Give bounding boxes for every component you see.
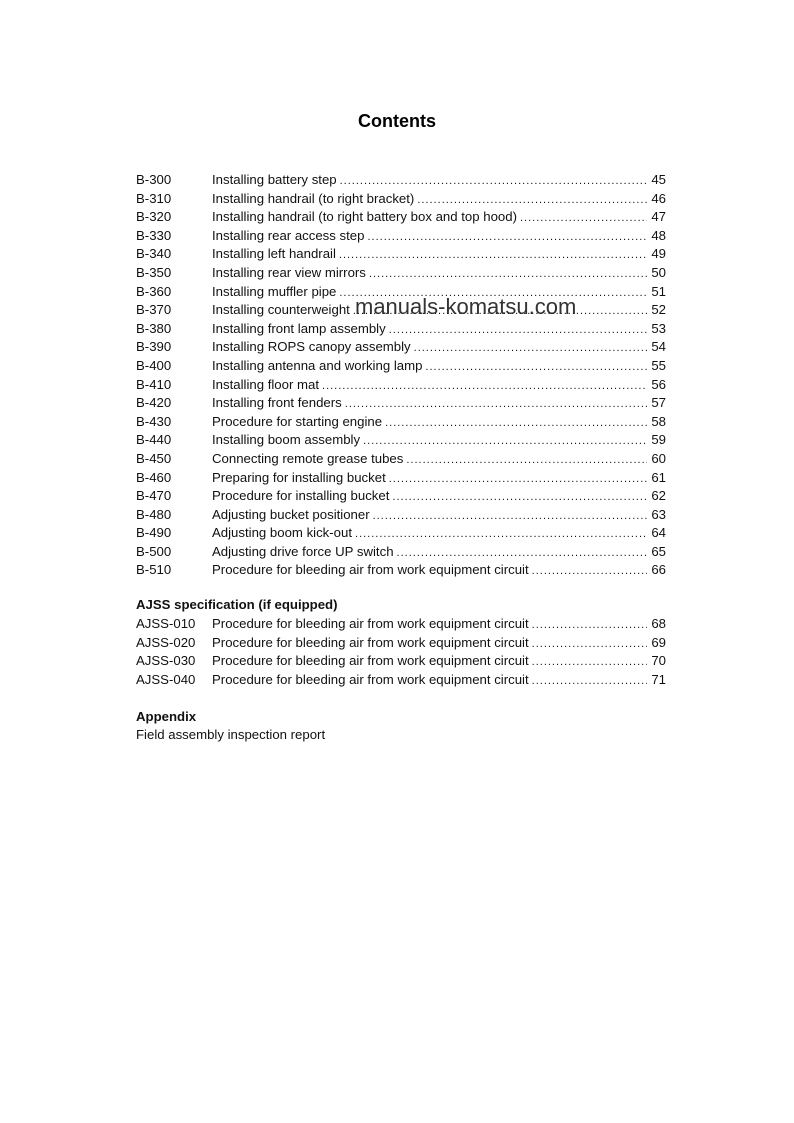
- dot-leader: [355, 525, 647, 544]
- dot-leader: [532, 672, 648, 691]
- toc-entry-code: AJSS-010: [136, 616, 196, 631]
- toc-entry-code: B-420: [136, 395, 172, 411]
- toc-entry-page: 54: [651, 339, 666, 355]
- dot-leader: [532, 635, 648, 654]
- toc-entry-body: [212, 357, 666, 377]
- toc-entry-page: 59: [651, 432, 666, 448]
- dot-leader: [392, 488, 647, 507]
- toc-entry-page: 58: [651, 413, 666, 429]
- toc-entry-code: B-430: [136, 413, 172, 429]
- toc-entry-body: [212, 376, 666, 396]
- toc-entry-code: AJSS-040: [136, 671, 196, 687]
- toc-entry-page: 63: [651, 506, 666, 522]
- toc-entry-body: [212, 506, 666, 526]
- dot-leader: [369, 265, 647, 284]
- toc-entry-code: AJSS-020: [136, 634, 196, 650]
- toc-entry[interactable]: [136, 561, 666, 580]
- toc-entry-page: 55: [651, 357, 666, 373]
- toc-entry-page: 48: [651, 227, 666, 243]
- toc-entry-body: [212, 245, 666, 265]
- toc-entry-body: [212, 413, 666, 433]
- toc-entry-title: Procedure for bleeding air from work equipment circuit: [212, 671, 529, 687]
- toc-entry-title: Procedure for bleeding air from work equipment circuit: [212, 562, 529, 578]
- toc-entry[interactable]: [136, 264, 666, 283]
- dot-leader: [397, 544, 648, 563]
- toc-entry-page: 60: [651, 450, 666, 466]
- toc-entry-page: 70: [651, 653, 666, 669]
- toc-entry-title: Installing battery step: [212, 172, 337, 187]
- dot-leader: [414, 339, 648, 358]
- toc-entry[interactable]: [136, 524, 666, 543]
- toc-entry[interactable]: [136, 543, 666, 562]
- toc-entry-code: B-360: [136, 283, 172, 299]
- toc-entry-page: 62: [651, 488, 666, 504]
- toc-entry-body: [212, 190, 666, 210]
- toc-entry-title: Installing ROPS canopy assembly: [212, 339, 411, 355]
- toc-entry-body: [212, 338, 666, 358]
- toc-entry-body: [212, 264, 666, 284]
- toc-entry[interactable]: [136, 227, 666, 246]
- toc-entry-body: [212, 227, 666, 247]
- toc-entry-title: Adjusting boom kick-out: [212, 525, 353, 541]
- toc-entry-body: [212, 561, 666, 581]
- toc-entry[interactable]: [136, 413, 666, 432]
- toc-entry-title: Installing front fenders: [212, 395, 342, 411]
- toc-entry-code: B-510: [136, 562, 172, 578]
- appendix-item[interactable]: Field assembly inspection report: [136, 727, 326, 742]
- watermark-text: manuals-komatsu.com: [355, 294, 577, 319]
- toc-entry-page: 45: [651, 172, 666, 187]
- toc-entry-code: B-390: [136, 339, 172, 355]
- toc-entry-code: AJSS-030: [136, 653, 196, 669]
- dot-leader: [417, 191, 647, 210]
- toc-entry-code: B-320: [136, 209, 172, 225]
- toc-entry-code: B-470: [136, 488, 172, 504]
- toc-entry-body: [212, 524, 666, 544]
- dot-leader: [367, 228, 647, 247]
- toc-entry-title: Connecting remote grease tubes: [212, 450, 404, 466]
- toc-entry-page: 46: [651, 190, 666, 206]
- dot-leader: [373, 507, 648, 526]
- dot-leader: [363, 432, 647, 451]
- toc-entry[interactable]: [136, 208, 666, 227]
- toc-entry-page: 50: [651, 264, 666, 280]
- toc-entry-page: 56: [651, 376, 666, 392]
- dot-leader: [532, 653, 648, 672]
- toc-entry[interactable]: [136, 506, 666, 525]
- toc-entry-body: [212, 543, 666, 563]
- toc-entry-title: Procedure for starting engine: [212, 413, 383, 429]
- toc-entry[interactable]: [136, 320, 666, 339]
- toc-entry[interactable]: [136, 450, 666, 469]
- toc-entry-code: B-440: [136, 432, 172, 448]
- toc-entry-code: B-450: [136, 450, 172, 466]
- toc-entry-title: Preparing for installing bucket: [212, 469, 386, 485]
- dot-leader: [520, 209, 647, 228]
- toc-entry[interactable]: [136, 171, 666, 190]
- toc-entry-body: [212, 431, 666, 451]
- toc-entry-page: 69: [651, 634, 666, 650]
- toc-entry-code: B-310: [136, 190, 172, 206]
- toc-entry[interactable]: [136, 487, 666, 506]
- toc-entry-title: Installing rear access step: [212, 227, 365, 243]
- toc-entry[interactable]: [136, 245, 666, 264]
- toc-entry-title: Procedure for bleeding air from work equipment circuit: [212, 653, 529, 669]
- dot-leader: [389, 470, 648, 489]
- toc-list: [136, 171, 666, 580]
- toc-entry-body: [212, 171, 666, 191]
- toc-entry[interactable]: [136, 652, 666, 671]
- dot-leader: [532, 616, 648, 635]
- toc-entry-code: B-300: [136, 172, 172, 187]
- toc-entry-code: B-490: [136, 525, 172, 541]
- ajss-list: [136, 615, 666, 689]
- toc-entry-page: 57: [651, 395, 666, 411]
- toc-entry-page: 47: [651, 209, 666, 225]
- toc-entry-title: Procedure for bleeding air from work equipment circuit: [212, 616, 529, 631]
- dot-leader: [339, 246, 647, 265]
- toc-entry-code: B-400: [136, 357, 172, 373]
- toc-entry-title: Adjusting bucket positioner: [212, 506, 370, 522]
- toc-entry-body: [212, 634, 666, 654]
- toc-entry-page: 71: [651, 671, 666, 687]
- toc-entry-code: B-350: [136, 264, 172, 280]
- toc-entry-code: B-380: [136, 320, 172, 336]
- toc-entry[interactable]: [136, 671, 666, 690]
- dot-leader: [406, 451, 647, 470]
- dot-leader: [425, 358, 647, 377]
- toc-entry-title: Procedure for bleeding air from work equipment circuit: [212, 634, 529, 650]
- toc-entry-body: [212, 615, 666, 635]
- toc-entry-title: Installing left handrail: [212, 246, 336, 262]
- dot-leader: [322, 377, 647, 396]
- dot-leader: [345, 395, 648, 414]
- toc-entry-page: 51: [651, 283, 666, 299]
- toc-entry-code: B-480: [136, 506, 172, 522]
- toc-entry-page: 66: [651, 562, 666, 578]
- page-title: Contents: [358, 111, 436, 131]
- toc-entry-title: Procedure for installing bucket: [212, 488, 390, 504]
- toc-entry-body: [212, 469, 666, 489]
- toc-entry-code: B-340: [136, 246, 172, 262]
- toc-entry-code: B-370: [136, 302, 172, 318]
- toc-entry-body: [212, 450, 666, 470]
- toc-entry[interactable]: [136, 469, 666, 488]
- toc-entry-code: B-330: [136, 227, 172, 243]
- toc-entry-title: Installing front lamp assembly: [212, 320, 386, 336]
- toc-entry-page: 68: [651, 616, 666, 631]
- toc-entry[interactable]: [136, 190, 666, 209]
- toc-entry[interactable]: [136, 338, 666, 357]
- toc-entry-body: [212, 671, 666, 691]
- toc-entry-title: Installing floor mat: [212, 376, 320, 392]
- dot-leader: [532, 562, 648, 581]
- dot-leader: [340, 172, 648, 191]
- dot-leader: [389, 321, 648, 340]
- toc-entry[interactable]: [136, 615, 666, 634]
- toc-entry-code: B-410: [136, 376, 172, 392]
- toc-entry-title: Installing handrail (to right bracket): [212, 190, 415, 206]
- toc-entry[interactable]: [136, 376, 666, 395]
- toc-entry-title: Installing muffler pipe: [212, 283, 337, 299]
- appendix-heading: Appendix: [136, 709, 197, 724]
- ajss-section-heading: AJSS specification (if equipped): [136, 597, 338, 612]
- toc-entry-body: [212, 652, 666, 672]
- dot-leader: [385, 414, 647, 433]
- toc-entry-body: [212, 320, 666, 340]
- toc-entry-title: Installing antenna and working lamp: [212, 357, 423, 373]
- toc-entry-title: Installing handrail (to right battery box and top hood): [212, 209, 517, 225]
- toc-entry-title: Installing counterweight: [212, 302, 350, 318]
- toc-entry-page: 65: [651, 543, 666, 559]
- toc-entry-title: Installing boom assembly: [212, 432, 361, 448]
- toc-entry-page: 61: [651, 469, 666, 485]
- toc-entry[interactable]: [136, 634, 666, 653]
- toc-entry-page: 49: [651, 246, 666, 262]
- toc-entry-title: Adjusting drive force UP switch: [212, 543, 394, 559]
- toc-entry[interactable]: [136, 394, 666, 413]
- toc-entry[interactable]: [136, 357, 666, 376]
- toc-entry-title: Installing rear view mirrors: [212, 264, 366, 280]
- toc-entry-page: 64: [651, 525, 666, 541]
- toc-entry-body: [212, 394, 666, 414]
- toc-entry-page: 53: [651, 320, 666, 336]
- toc-entry-code: B-460: [136, 469, 172, 485]
- toc-entry-code: B-500: [136, 543, 172, 559]
- toc-entry[interactable]: [136, 431, 666, 450]
- toc-entry-body: [212, 208, 666, 228]
- toc-entry-body: [212, 487, 666, 507]
- toc-entry-page: 52: [651, 302, 666, 318]
